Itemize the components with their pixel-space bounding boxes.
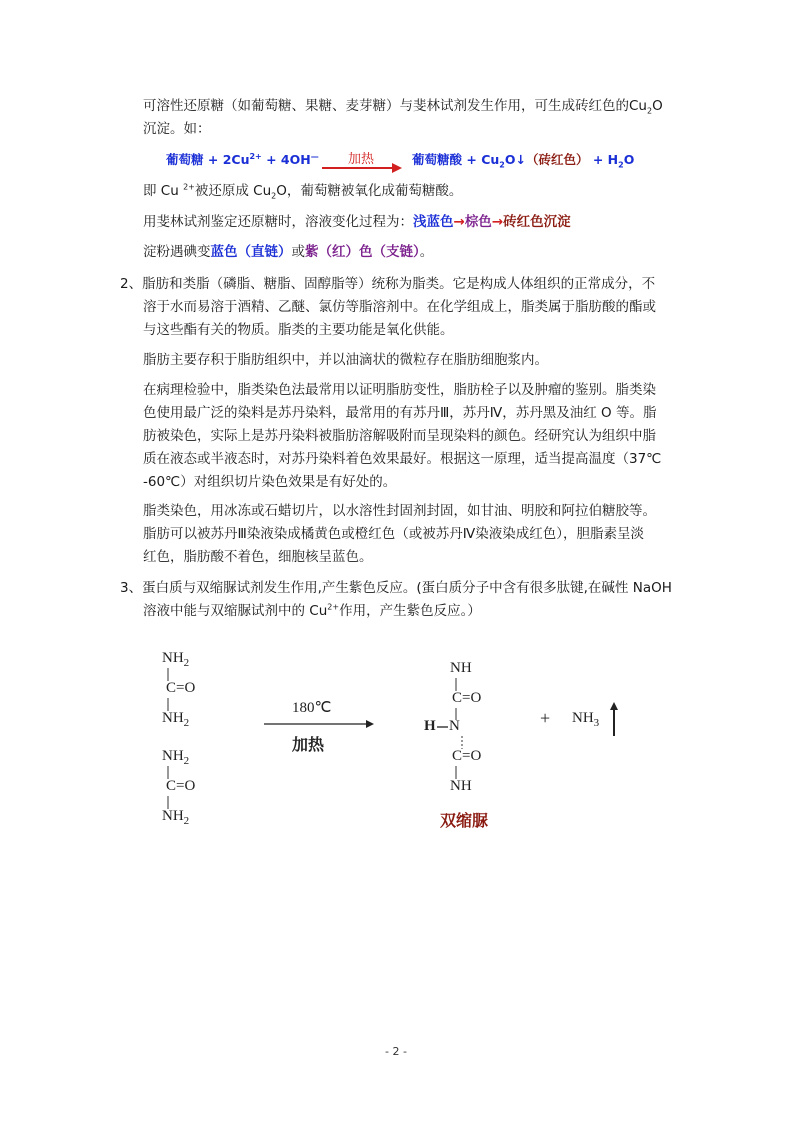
- color-brown: 棕色: [464, 214, 492, 230]
- color-light-blue: 浅蓝色: [413, 214, 454, 230]
- eq-term: O↓: [504, 152, 526, 167]
- sec2-line: 质在液态或半液态时，对苏丹染料着色效果最好。根据这一原理，适当提高温度（37℃: [143, 451, 662, 467]
- sec3-line: 3、蛋白质与双缩脲试剂发生作用,产生紫色反应。(蛋白质分子中含有很多肽键,在碱性 NaOH: [120, 580, 672, 596]
- urea1-nh2-top: $NH_2$: [162, 650, 190, 669]
- para-text: 淀粉遇碘变: [143, 244, 211, 260]
- para-text: O，葡萄糖被氧化成葡萄糖酸。: [276, 183, 463, 199]
- sec2-line: -60℃）对组织切片染色效果是有好处的。: [143, 474, 397, 490]
- color-purple: 紫（红）色（支链）: [305, 244, 420, 260]
- biuret-n: N: [449, 718, 460, 734]
- page-number: - 2 -: [385, 1045, 407, 1058]
- charge: 2+: [183, 182, 195, 192]
- sec2-line: 脂肪可以被苏丹Ⅲ染液染成橘黄色或橙红色（或被苏丹Ⅳ染液染成红色），胆脂素呈淡: [143, 526, 645, 542]
- biuret-name: 双缩脲: [440, 811, 489, 830]
- biuret-h: H: [424, 718, 436, 734]
- urea1-nh2-bottom: $NH_2$: [162, 710, 190, 729]
- para-text: 用斐林试剂鉴定还原糖时，溶液变化过程为：: [143, 214, 413, 230]
- sec2-line: 2、脂肪和类脂（磷脂、糖脂、固醇脂等）统称为脂类。它是构成人体组织的正常成分，不: [120, 276, 656, 292]
- gluconic-label: 葡萄糖酸: [412, 152, 463, 167]
- ammonia-label: $NH_3$: [572, 710, 600, 729]
- urea1-carbonyl: C=O: [166, 680, 196, 696]
- color-brick-red: 砖红色沉淀: [503, 214, 571, 230]
- sec2-line: 在病理检验中，脂类染色法最常用以证明脂肪变性，脂肪栓子以及肿瘤的鉴别。脂类染: [143, 382, 656, 398]
- charge: 2+: [327, 602, 340, 612]
- heat-label: 加热: [292, 735, 325, 754]
- urea2-nh2-bottom: $NH_2$: [162, 808, 190, 827]
- color-blue: 蓝色（直链）: [210, 244, 292, 260]
- small-arrow-icon: →: [491, 214, 504, 230]
- para-text: 。: [419, 244, 434, 260]
- para-text: 即 Cu: [143, 183, 184, 199]
- sec2-line: 脂肪主要存积于脂肪组织中，并以油滴状的微粒存在脂肪细胞浆内。: [143, 352, 548, 368]
- subscript: 2: [646, 106, 653, 116]
- para-text: O: [652, 98, 663, 114]
- sec2-line: 溶于水而易溶于酒精、乙醚、氯仿等脂溶剂中。在化学组成上，脂类属于脂肪酸的酯或: [143, 299, 656, 315]
- small-arrow-icon: →: [453, 214, 465, 230]
- color-note: （砖红色）: [525, 152, 589, 167]
- subscript: 2: [618, 160, 624, 170]
- eq-term: + 4OH: [261, 152, 311, 167]
- sec2-line: 色使用最广泛的染料是苏丹染料，最常用的有苏丹Ⅲ，苏丹Ⅳ，苏丹黑及油红 O 等。脂: [143, 405, 657, 421]
- biuret-nh-top: NH: [450, 660, 472, 676]
- para-text: 作用，产生紫色反应。）: [339, 603, 481, 619]
- sec2-line: 与这些酯有关的物质。脂类的主要功能是氧化供能。: [143, 322, 454, 338]
- urea2-carbonyl: C=O: [166, 778, 196, 794]
- para-line: 沉淀。如：: [143, 121, 211, 137]
- eq-term: + Cu: [462, 152, 500, 167]
- sec2-line: 肪被染色，实际上是苏丹染料被脂肪溶解吸附而呈现染料的颜色。经研究认为组织中脂: [143, 428, 656, 444]
- sec2-line: 脂类染色，用冰冻或石蜡切片，以水溶性封固剂封固，如甘油、明胶和阿拉伯糖胶等。: [143, 503, 656, 519]
- eq-term: O: [623, 152, 635, 167]
- sec2-line: 红色，脂肪酸不着色，细胞核呈蓝色。: [143, 549, 373, 565]
- charge: —: [310, 151, 319, 161]
- para-text: 或: [291, 244, 305, 260]
- eq-term: + 2Cu: [203, 152, 250, 167]
- para-text: 被还原成 Cu: [194, 183, 272, 199]
- para-text: 溶液中能与双缩脲试剂中的 Cu: [143, 603, 328, 619]
- para-text: 可溶性还原糖（如葡萄糖、果糖、麦芽糖）与斐林试剂发生作用，可生成砖红色的Cu: [143, 98, 647, 114]
- plus-sign: +: [540, 708, 551, 728]
- subscript: 2: [499, 160, 505, 170]
- biuret-nh-bottom: NH: [450, 778, 472, 794]
- urea2-nh2-top: $NH_2$: [162, 748, 190, 767]
- charge: 2+: [249, 151, 262, 161]
- heat-condition: 加热: [348, 152, 375, 167]
- eq-term: + H: [588, 152, 619, 167]
- glucose-label: 葡萄糖: [166, 152, 204, 167]
- subscript: 2: [271, 191, 277, 201]
- temperature-label: 180℃: [292, 700, 332, 716]
- biuret-carbonyl-top: C=O: [452, 690, 482, 706]
- biuret-carbonyl-bottom: C=O: [452, 748, 482, 764]
